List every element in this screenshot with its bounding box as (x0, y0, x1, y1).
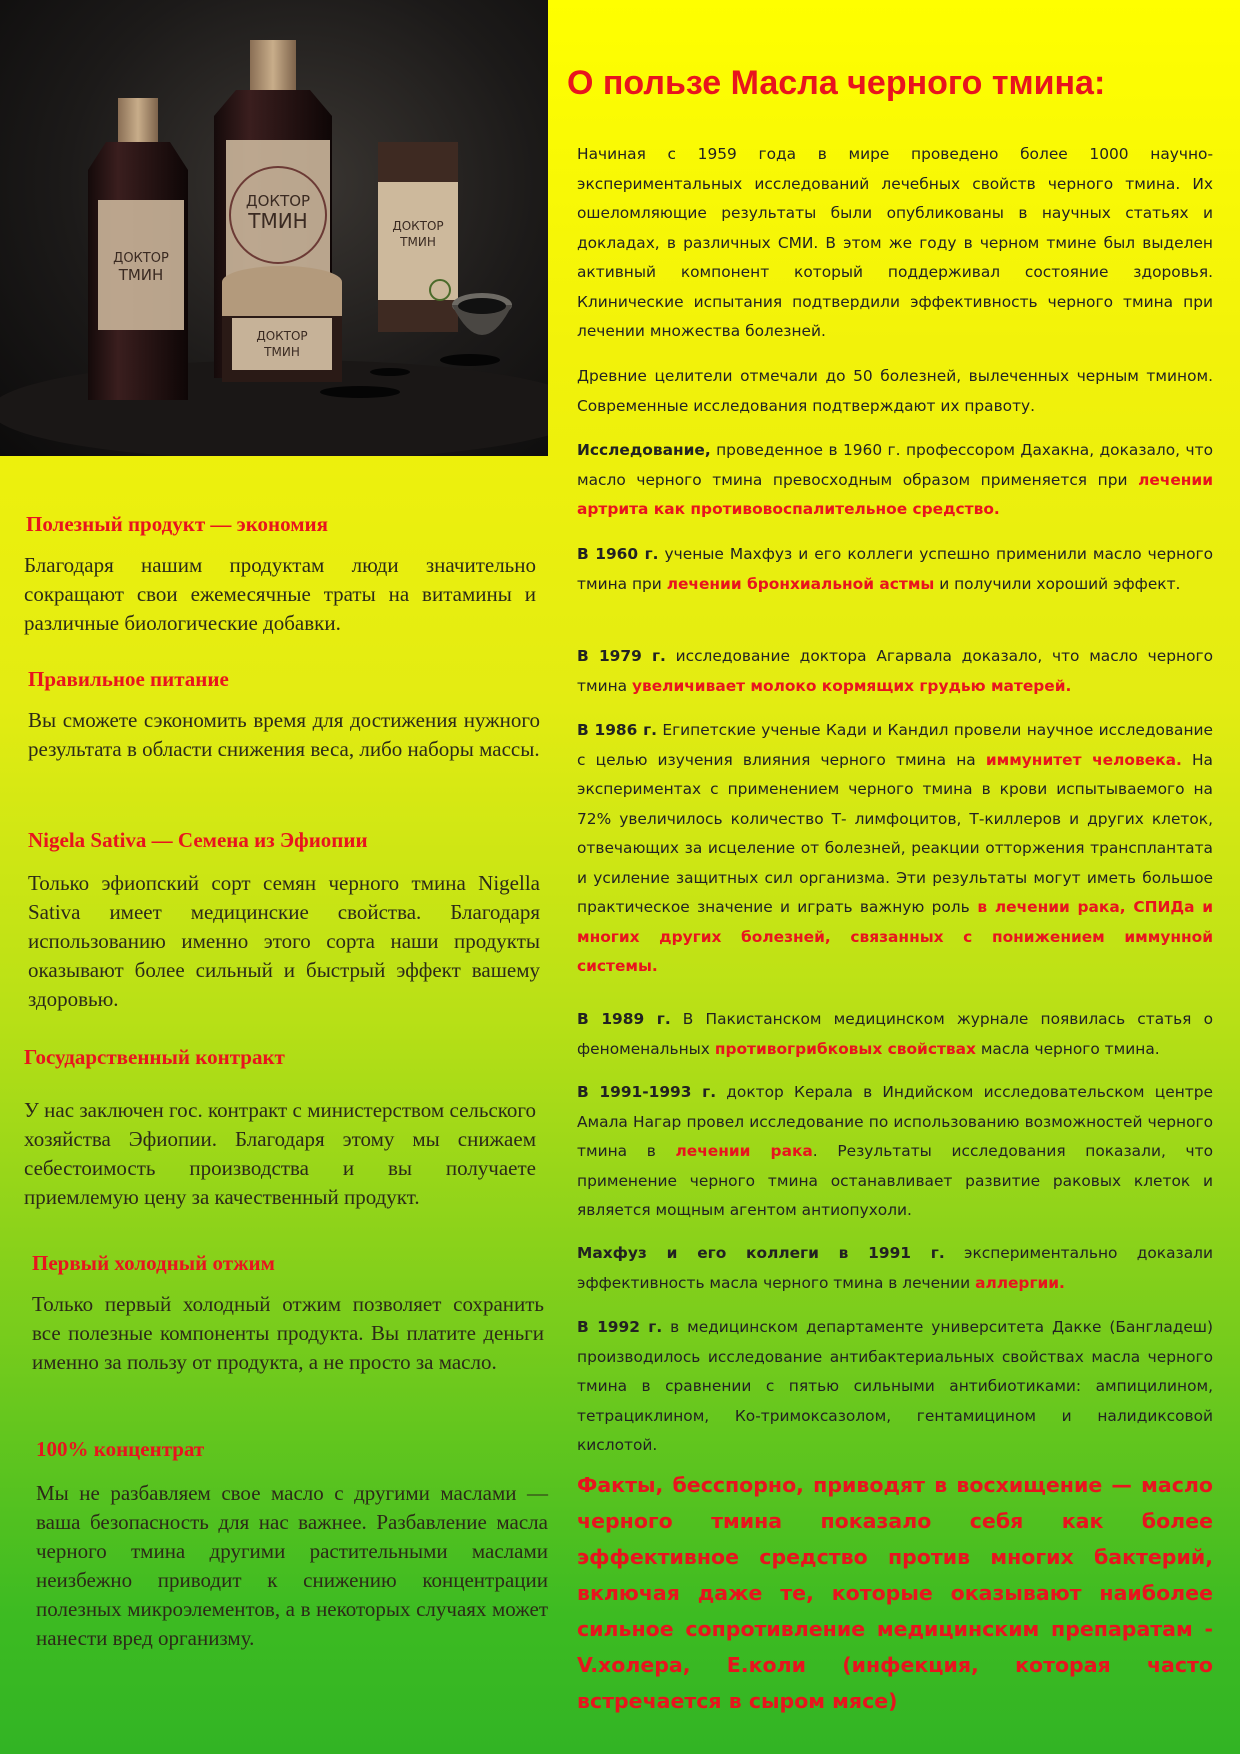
product-photo (0, 0, 548, 456)
research-1991-paragraph (577, 1078, 1213, 1226)
section-text-contract: У нас заключен гос. контракт с министерством сельского хозяйства Эфиопии. Благодаря этому мы снижаем себестоимость производства и вы получаете приемлемую цену за качественный продукт. (24, 1098, 536, 1209)
research-1992-paragraph (577, 1313, 1213, 1461)
page-title: О пользе Масла черного тмина: (567, 64, 1106, 102)
section-text-concentrate: Мы не разбавляем свое масло с другими маслами — ваша безопасность для нас важнее. Разбавление масла черного тмина другими растительными маслами неизбежно приводит к снижению концентрации полезных микроэлементов, а в некоторых случаях может нанести вред организму. (36, 1481, 548, 1650)
research-1991-highlight: лечении рака (675, 1142, 813, 1160)
research-1979-text: исследование доктора Агарвала доказало, что масло черного тмина (577, 647, 1213, 695)
research-1960-paragraph (577, 436, 1213, 525)
research-1989-highlight: противогрибковых свойствах (714, 1039, 976, 1058)
section-heading-economy: Полезный продукт — экономия (26, 512, 329, 536)
jar-label-1: ДОКТОР (256, 329, 308, 343)
bottle-middle-label-2: ТМИН (248, 209, 308, 233)
research-1960b-highlight: лечении бронхиальной астмы (666, 574, 935, 593)
section-heading-nutrition: Правильное питание (28, 667, 229, 691)
section-heading-nigela: Nigela Sativa — Семена из Эфиопии (28, 828, 368, 852)
research-1986-text2: На экспериментах с применением черного тмина в крови испытываемого на 72% увеличилось количество Т- лимфоцитов, Т-киллеров и других клеток, отвечающих за исцеление от болезней, реакции отторжения трансплантата и усиление защитных сил организма. Эти результаты могут иметь большое практическое значение и играть важную роль (577, 750, 1213, 916)
ancient-healers-paragraph: Древние целители отмечали до 50 болезней, вылеченных черным тмином. Современные исследования подтверждают их правоту. (577, 367, 1213, 415)
research-1986-lead: В 1986 г. (577, 721, 658, 739)
research-1991b-highlight: аллергии. (975, 1273, 1065, 1292)
research-1960-text: проведенное в 1960 г. профессором Дахакна, доказало, что масло черного тмина превосходным образом применяется при (577, 441, 1213, 489)
research-1960b-paragraph (577, 540, 1213, 599)
research-1979-paragraph (577, 642, 1213, 701)
research-1986-text: Египетские ученые Кади и Кандил провели научное исследование с целью изучения влияния черного тмина на (577, 721, 1213, 769)
product-jar (222, 266, 342, 382)
research-1986-highlight2: в лечении рака, СПИДа и многих других болезней, связанных с понижением иммунной системы. (577, 898, 1213, 975)
bottle-middle-label-1: ДОКТОР (245, 192, 311, 210)
research-1986-highlight: иммунитет человека. (985, 750, 1182, 769)
jar-label-2: ТМИН (264, 345, 300, 359)
box-label-2: ТМИН (400, 235, 436, 249)
research-1979-highlight: увеличивает молоко кормящих грудью матерей. (631, 676, 1072, 695)
research-1960b-lead: В 1960 г. (577, 545, 659, 563)
bottle-left-label-1: ДОКТОР (113, 251, 169, 266)
intro-paragraph: Начиная с 1959 года в мире проведено более 1000 научно-экспериментальных исследований лечебных свойств черного тмина. Их ошеломляющие результаты были опубликованы в научных статьях и докладах, в различных СМИ. В этом же году в черном тмине был выделен активный компонент который поддерживал состояние здоровья. Клинические испытания подтвердили эффективность черного тмина при лечении множества болезней. (577, 145, 1213, 340)
research-1979-lead: В 1979 г. (577, 647, 666, 665)
product-photo-art (0, 0, 548, 456)
research-1992-lead: В 1992 г. (577, 1318, 663, 1336)
research-1992-text: в медицинском департаменте университета Дакке (Бангладеш) производилось исследование антибактериальных свойствах масла черного тмина в сравнении с пятью сильными антибиотиками: ампицилином, тетрациклином, Ко-тримоксазолом, гентамицином и налидиксовой кислотой. (577, 1318, 1213, 1454)
research-1960-highlight: лечении артрита как противовоспалительное средство. (577, 470, 1213, 518)
research-1989-tail: масла черного тмина. (975, 1039, 1160, 1058)
section-text-cold-press: Только первый холодный отжим позволяет сохранить все полезные компоненты продукта. Вы платите деньги именно за пользу от продукта, а не просто за масло. (32, 1292, 544, 1374)
facts-conclusion: Факты, бесспорно, приводят в восхищение — масло черного тмина показало себя как более эффективное средство против многих бактерий, включая даже те, которые оказывают наиболее сильное сопротивление медицинским препаратам - V.холера, E.коли (инфекция, которая часто встречается в сыром мясе) (577, 1473, 1213, 1713)
research-1989-paragraph (577, 1005, 1213, 1064)
research-1991-text: доктор Керала в Индийском исследовательском центре Амала Нагар провел исследование по использованию возможностей черного тмина в (577, 1083, 1213, 1160)
box-label-1: ДОКТОР (392, 219, 444, 233)
research-1989-text: В Пакистанском медицинском журнале появилась статья о феноменальных (577, 1010, 1213, 1058)
bottle-left-label-2: ТМИН (118, 266, 164, 284)
section-text-economy: Благодаря нашим продуктам люди значительно сокращают свои ежемесячные траты на витамины и различные биологические добавки. (24, 553, 536, 635)
research-1989-lead: В 1989 г. (577, 1010, 671, 1028)
research-1986-paragraph (577, 716, 1213, 982)
research-1991b-lead: Махфуз и его коллеги в 1991 г. (577, 1244, 945, 1262)
research-1991b-paragraph (577, 1239, 1213, 1298)
product-box (378, 142, 458, 332)
seed-cup (452, 293, 512, 335)
bottle-left (88, 98, 188, 400)
research-1991b-text: экспериментально доказали эффективность масла черного тмина в лечении (577, 1244, 1213, 1292)
section-heading-contract: Государственный контракт (24, 1045, 285, 1069)
research-1991-lead: В 1991-1993 г. (577, 1083, 717, 1101)
research-1960b-text: ученые Махфуз и его коллеги успешно применили масло черного тмина при (577, 545, 1213, 593)
section-text-nigela: Только эфиопский сорт семян черного тмина Nigella Sativa имеет медицинские свойства. Благодаря использованию именно этого сорта наши продукты оказывают более сильный и быстрый эффект вашему здоровью. (28, 871, 540, 1011)
research-1991-tail: . Результаты исследования показали, что применение черного тмина останавливает развитие раковых клеток и является мощным агентом антиопухоли. (577, 1142, 1213, 1219)
research-1960b-tail: и получили хороший эффект. (934, 574, 1181, 593)
section-text-nutrition: Вы сможете сэкономить время для достижения нужного результата в области снижения веса, либо наборы массы. (28, 708, 540, 761)
section-heading-concentrate: 100% концентрат (36, 1437, 205, 1461)
section-heading-cold-press: Первый холодный отжим (32, 1251, 275, 1275)
research-1960-lead: Исследование, (577, 441, 711, 459)
